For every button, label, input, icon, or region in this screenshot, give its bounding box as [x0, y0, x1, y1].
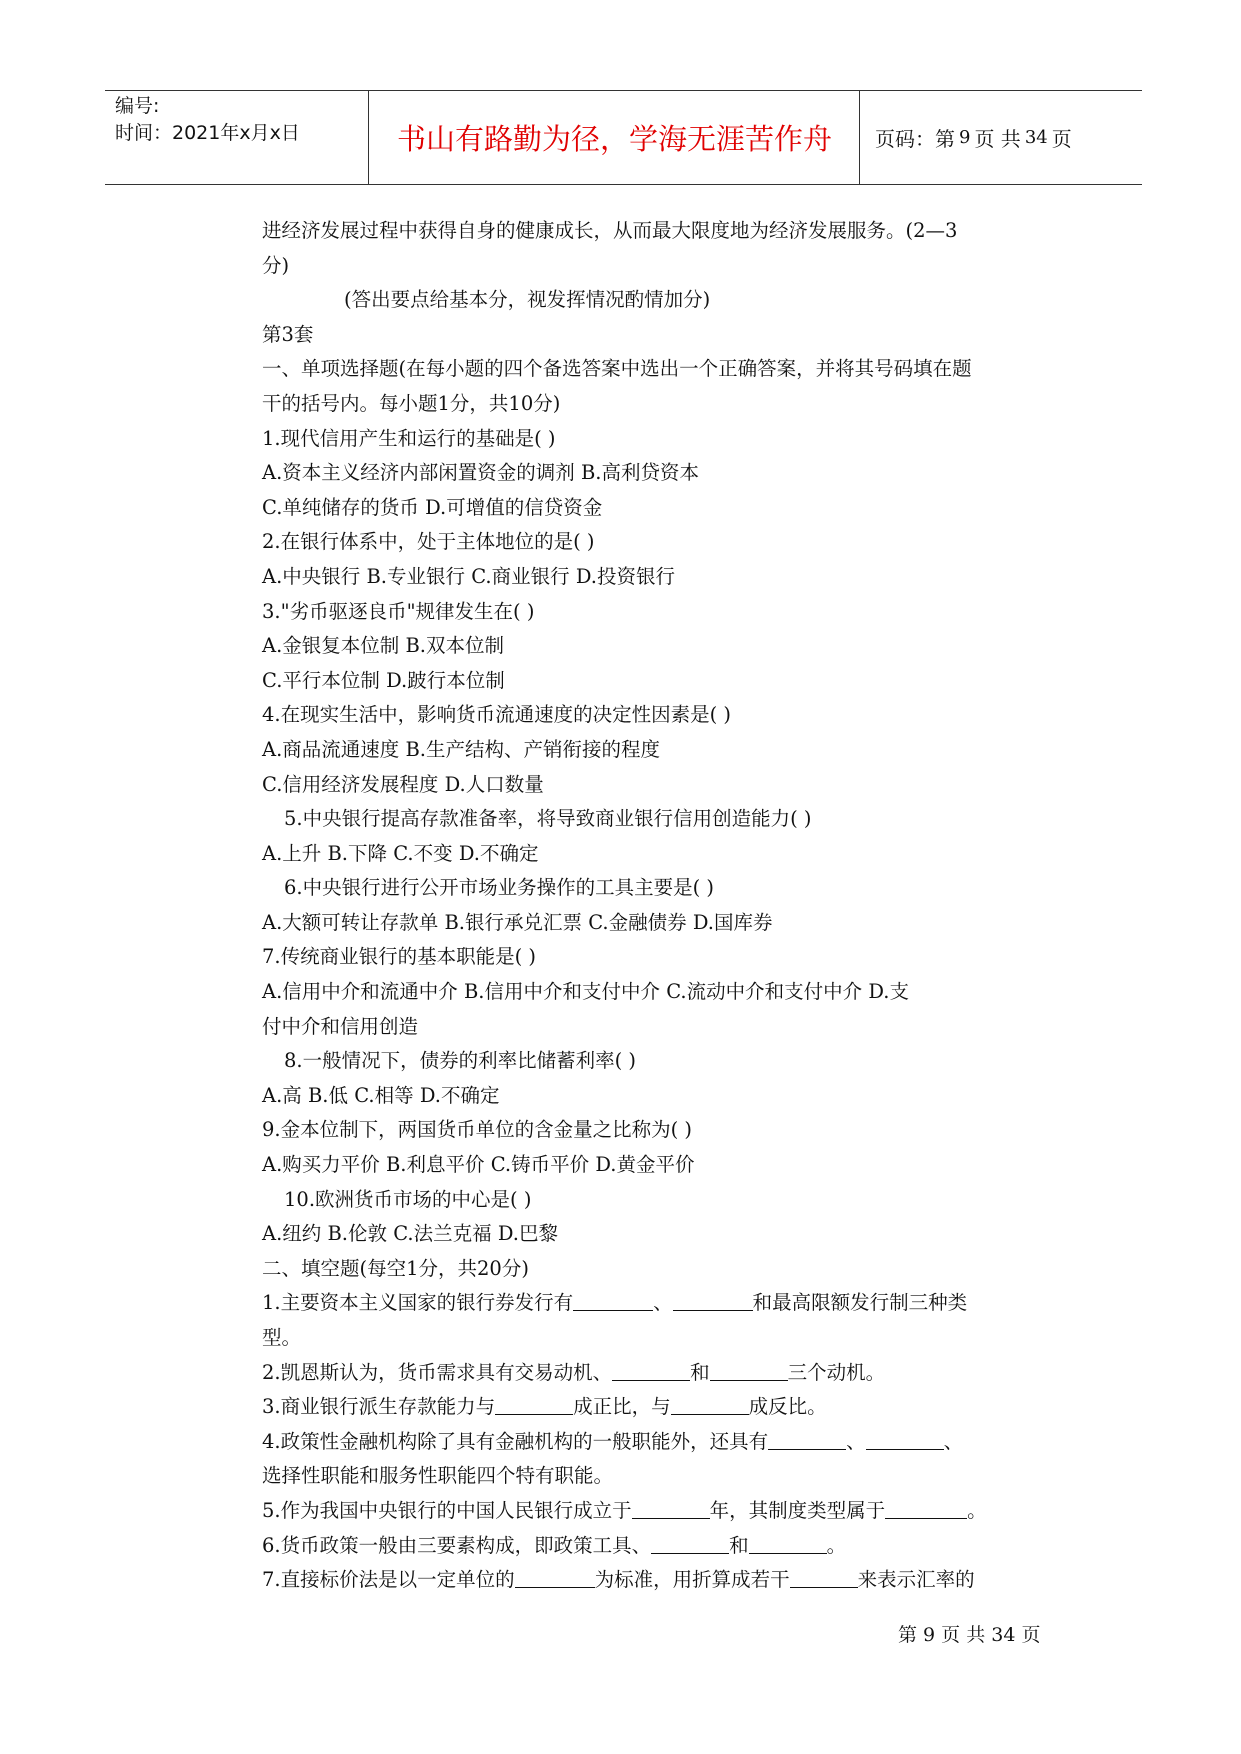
text-segment: 来表示汇率的	[857, 1568, 975, 1592]
text-segment: 7.直接标价法是以一定单位的	[262, 1568, 515, 1592]
text-line: C.平行本位制 D.跛行本位制	[262, 668, 505, 692]
text-line	[262, 1356, 1082, 1391]
text-line: 选择性职能和服务性职能四个特有职能。	[262, 1464, 614, 1488]
text-line	[262, 1425, 1082, 1460]
text-segment: 6.货币政策一般由三要素构成，即政策工具、	[262, 1533, 652, 1557]
fill-in-blank	[651, 1531, 729, 1554]
text-line: 9.金本位制下，两国货币单位的含金量之比称为( )	[262, 1118, 693, 1142]
text-segment: 和	[690, 1360, 710, 1384]
text-segment: 和	[729, 1533, 749, 1557]
header-motto: 书山有路勤为径，学海无涯苦作舟	[396, 122, 832, 156]
text-line: A.上升 B.下降 C.不变 D.不确定	[262, 841, 539, 865]
text-line: A.纽约 B.伦敦 C.法兰克福 D.巴黎	[262, 1222, 558, 1246]
fill-in-blank	[768, 1427, 846, 1450]
text-segment: 年，其制度类型属于	[709, 1498, 886, 1522]
text-line	[262, 1529, 1082, 1564]
text-segment: 、	[943, 1429, 964, 1453]
fill-in-blank	[515, 1565, 595, 1588]
text-segment: 三个动机。	[787, 1360, 886, 1384]
fill-in-blank	[710, 1358, 788, 1381]
fill-in-blank	[573, 1288, 653, 1311]
text-line: 付中介和信用创造	[262, 1014, 419, 1038]
page-mid: 页 共	[974, 127, 1021, 151]
text-line	[262, 1563, 1082, 1598]
text-line: 2.在银行体系中，处于主体地位的是( )	[262, 530, 595, 554]
text-segment: 成反比。	[748, 1395, 827, 1419]
fill-in-blank	[612, 1358, 690, 1381]
text-segment: 和最高限额发行制三种类	[752, 1291, 968, 1315]
text-line: 3."劣币驱逐良币"规律发生在( )	[262, 599, 535, 623]
fill-in-blank	[749, 1531, 827, 1554]
text-line: A.高 B.低 C.相等 D.不确定	[262, 1083, 500, 1107]
text-line: 6.中央银行进行公开市场业务操作的工具主要是( )	[284, 876, 715, 900]
text-segment: 1.主要资本主义国家的银行券发行有	[262, 1291, 574, 1315]
fill-in-blank	[866, 1427, 944, 1450]
text-line: A.金银复本位制 B.双本位制	[262, 634, 505, 658]
text-segment: 4.政策性金融机构除了具有金融机构的一般职能外，还具有	[262, 1429, 769, 1453]
header-page-code	[875, 91, 1072, 184]
text-line: 二、填空题(每空1分，共20分)	[262, 1256, 529, 1280]
text-segment: 成正比，与	[573, 1395, 671, 1419]
text-line: 8.一般情况下，债券的利率比储蓄利率( )	[284, 1049, 637, 1073]
text-line: 1.现代信用产生和运行的基础是( )	[262, 426, 556, 450]
text-segment: 。	[826, 1533, 847, 1557]
page-header	[105, 90, 1142, 185]
text-segment: 5.作为我国中央银行的中国人民银行成立于	[262, 1498, 632, 1522]
text-segment: 2.凯恩斯认为，货币需求具有交易动机、	[262, 1360, 613, 1384]
fill-in-blank	[632, 1496, 710, 1519]
text-line: A.大额可转让存款单 B.银行承兑汇票 C.金融债券 D.国库券	[262, 910, 773, 934]
page-current: 9	[959, 127, 971, 148]
text-line: 10.欧洲货币市场的中心是( )	[284, 1187, 532, 1211]
page-prefix: 页码：第	[875, 127, 955, 151]
text-line: 7.传统商业银行的基本职能是( )	[262, 945, 537, 969]
text-line	[262, 1494, 1082, 1529]
text-line: 5.中央银行提高存款准备率，将导致商业银行信用创造能力( )	[284, 807, 812, 831]
fill-in-blank	[671, 1392, 749, 1415]
text-line: 一、单项选择题(在每小题的四个备选答案中选出一个正确答案，并将其号码填在题	[262, 357, 972, 381]
text-segment: 。	[967, 1498, 987, 1522]
text-segment: 、	[846, 1429, 866, 1453]
text-line: A.购买力平价 B.利息平价 C.铸币平价 D.黄金平价	[262, 1153, 695, 1177]
text-line: A.商品流通速度 B.生产结构、产销衔接的程度	[262, 737, 661, 761]
page-footer: 第 9 页 共 34 页	[898, 1624, 1041, 1646]
header-divider	[859, 91, 860, 184]
text-line: C.单纯储存的货币 D.可增值的信贷资金	[262, 495, 603, 519]
text-segment: 为标准，用折算成若干	[594, 1568, 790, 1592]
fill-in-blank	[885, 1496, 967, 1519]
text-segment: 3.商业银行派生存款能力与	[262, 1395, 496, 1419]
document-time: 时间：2021年x月x日	[115, 122, 300, 144]
text-segment: 、	[653, 1291, 673, 1315]
text-line	[262, 1390, 1082, 1425]
text-line: A.资本主义经济内部闲置资金的调剂 B.高利贷资本	[262, 461, 700, 485]
text-line: 第3套	[262, 322, 314, 346]
header-info	[115, 91, 365, 184]
header-divider	[368, 91, 369, 184]
document-number-label: 编号:	[115, 95, 160, 117]
text-line	[262, 1286, 1082, 1321]
fill-in-blank	[790, 1565, 858, 1588]
text-line: (答出要点给基本分，视发挥情况酌情加分)	[344, 288, 711, 312]
page-total: 34	[1024, 127, 1048, 148]
text-line: 4.在现实生活中，影响货币流通速度的决定性因素是( )	[262, 703, 732, 727]
text-line: 分)	[262, 253, 290, 277]
text-line: 型。	[262, 1326, 302, 1349]
fill-in-blank	[495, 1392, 573, 1415]
text-line: A.信用中介和流通中介 B.信用中介和支付中介 C.流动中介和支付中介 D.支	[262, 980, 909, 1004]
text-line: C.信用经济发展程度 D.人口数量	[262, 772, 544, 796]
text-line: 干的括号内。每小题1分，共10分)	[262, 391, 561, 415]
fill-in-blank	[673, 1288, 753, 1311]
page-suffix: 页	[1051, 127, 1072, 151]
text-line: A.中央银行 B.专业银行 C.商业银行 D.投资银行	[262, 564, 675, 588]
document-body	[262, 214, 1082, 1598]
text-line: 进经济发展过程中获得自身的健康成长，从而最大限度地为经济发展服务。(2—3	[262, 219, 958, 242]
